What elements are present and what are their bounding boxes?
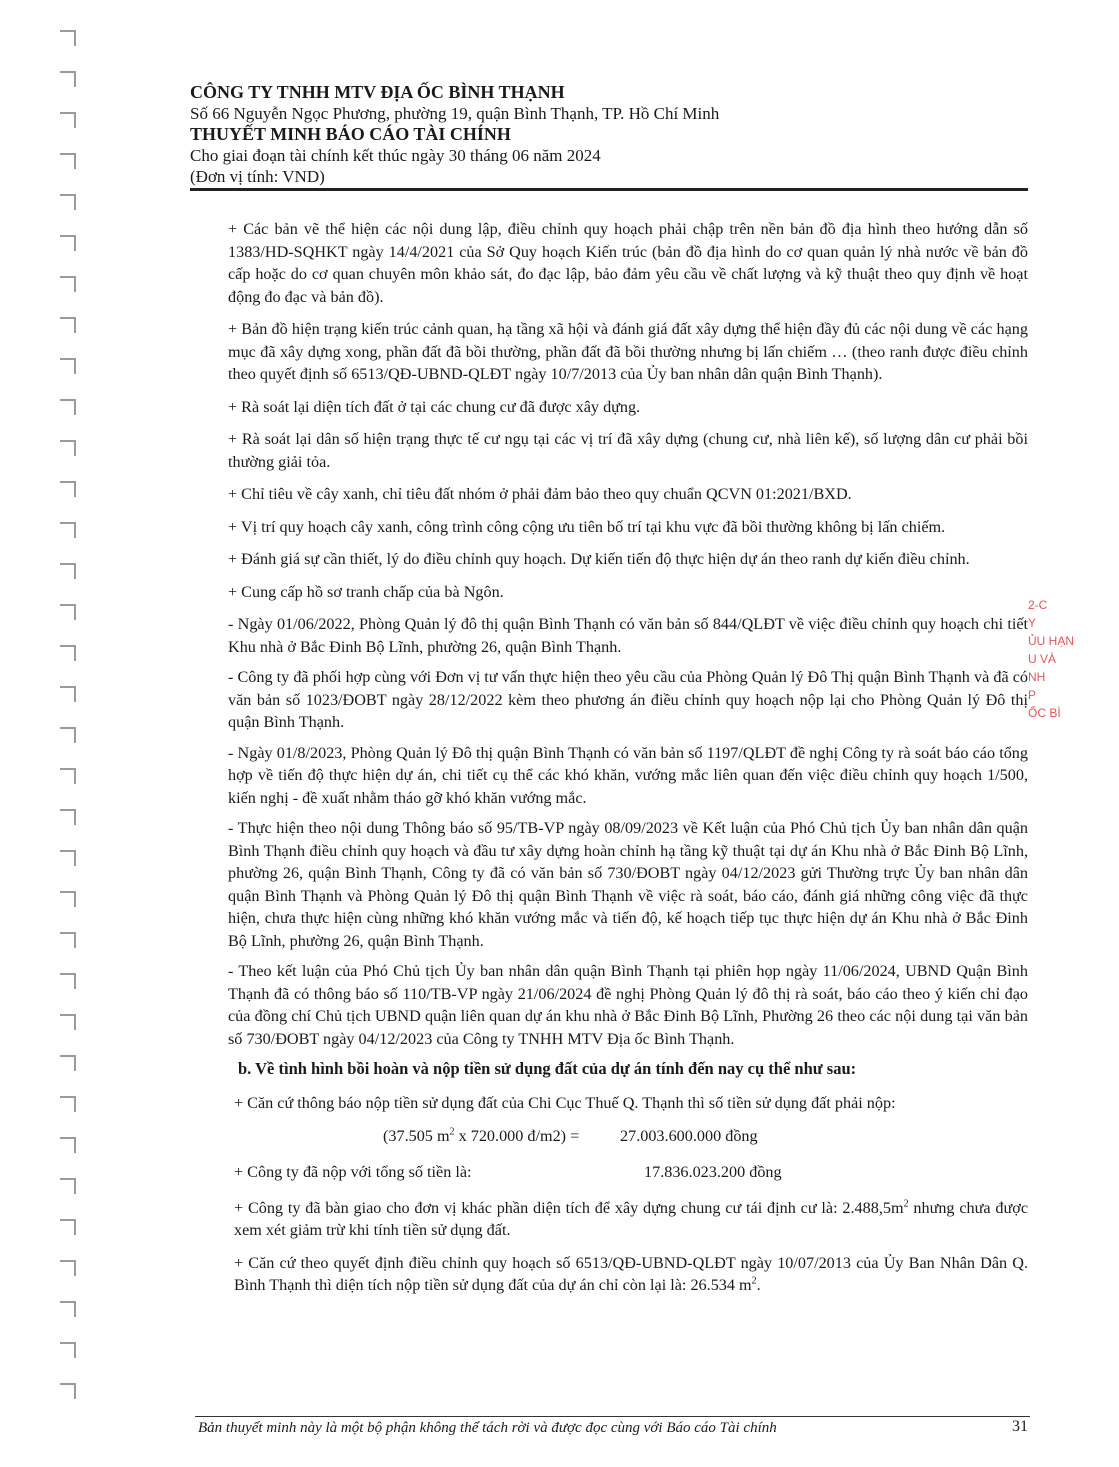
binding-hole [60, 1178, 76, 1194]
binding-hole [60, 1014, 76, 1030]
paragraph: + Đánh giá sự cần thiết, lý do điều chỉnh quy hoạch. Dự kiến tiến độ thực hiện dự án theo ranh dự kiến điều chỉnh. [228, 550, 970, 568]
binding-hole [60, 1055, 76, 1071]
paragraph: - Ngày 01/06/2022, Phòng Quản lý đô thị quận Bình Thạnh có văn bản số 844/QLĐT về việc điều chỉnh quy hoạch chi tiết Khu nhà ở Bắc Đinh Bộ Lĩnh, phường 26, quận Bình Thạnh. [228, 615, 1028, 656]
paragraph: + Cung cấp hồ sơ tranh chấp của bà Ngôn. [228, 582, 504, 601]
binding-hole [60, 235, 76, 251]
binding-hole [60, 645, 76, 661]
binding-hole [60, 1096, 76, 1112]
stamp-text: Y [1028, 616, 1037, 630]
binding-hole [60, 1383, 76, 1399]
stamp-text: U VÀ [1028, 652, 1057, 666]
document-title: THUYẾT MINH BÁO CÁO TÀI CHÍNH [190, 124, 511, 144]
paragraph: - Ngày 01/8/2023, Phòng Quản lý Đô thị quận Bình Thạnh có văn bản số 1197/QLĐT đề nghị Công ty rà soát báo cáo tổng hợp về tiến độ thực hiện dự án, chi tiết cụ thể các khó khăn, vướng mắc liên quan đến việc điều chỉnh quy hoạch 1/500, kiến nghị - đề xuất nhằm tháo gỡ khó khăn vướng mắc. [228, 743, 1028, 807]
binding-hole [60, 850, 76, 866]
binding-hole [60, 1342, 76, 1358]
paragraph: + Bản đồ hiện trạng kiến trúc cảnh quan, hạ tầng xã hội và đánh giá đất xây dựng thể hiện đầy đủ các nội dung về các hạng mục đã xây dựng xong, phần đất đã bồi thường, phần đất đã bồi thường nhưng bị lấn chiếm … (theo ranh được điều chỉnh theo quyết định số 6513/QĐ-UBND-QLĐT ngày 10/7/2013 của Ủy ban nhân dân quận Bình Thạnh). [228, 320, 1028, 383]
stamp-text: P [1028, 688, 1037, 702]
land-fee-calculation [228, 1125, 1028, 1149]
binding-hole [60, 809, 76, 825]
binding-hole [60, 440, 76, 456]
binding-hole [60, 317, 76, 333]
binding-hole [60, 358, 76, 374]
paragraph: + Vị trí quy hoạch cây xanh, công trình công cộng ưu tiên bố trí tại khu vực đã bồi thường không bị lấn chiếm. [228, 517, 946, 536]
amount-paid-line [234, 1161, 1028, 1185]
paragraph: + Các bản vẽ thể hiện các nội dung lập, điều chỉnh quy hoạch phải chập trên nền bản đồ địa hình theo hướng dẫn số 1383/HD-SQHKT ngày 14/4/2021 của Sở Quy hoạch Kiến trúc (bản đồ địa hình do cơ quan quản lý nhà nước về bản đồ cấp hoặc do cơ quan chuyên môn khảo sát, đo đạc lập, bảo đảm yêu cầu về chất lượng và kỹ thuật theo quy định về hoạt động đo đạc và bản đồ). [228, 220, 1028, 306]
stamp-text: ỐC BÌ [1028, 706, 1061, 720]
binding-hole [60, 1137, 76, 1153]
section-b-heading: b. Về tình hình bồi hoàn và nộp tiền sử dụng đất của dự án tính đến nay cụ thể như sau: [238, 1059, 857, 1078]
binding-hole [60, 686, 76, 702]
reporting-period: Cho giai đoạn tài chính kết thúc ngày 30 tháng 06 năm 2024 [190, 146, 601, 165]
paragraph: - Thực hiện theo nội dung Thông báo số 95/TB-VP ngày 08/09/2023 về Kết luận của Phó Chủ tịch Ủy ban nhân dân quận Bình Thạnh điều chỉnh quy hoạch và đầu tư xây dựng hoàn chỉnh hạ tầng kỹ thuật tại dự án Khu nhà ở Bắc Đinh Bộ Lĩnh, phường 26, quận Bình Thạnh, Công ty đã có văn bản số 730/ĐOBT ngày 04/12/2023 gửi Thường trực Ủy ban nhân dân quận Bình Thạnh và Phòng Quản lý Đô thị quận Bình Thạnh về việc rà soát, báo cáo, đánh giá những công việc đã thực hiện, chưa thực hiện cùng những khó khăn vướng mắc và tiến độ, kế hoạch tiếp tục thực hiện dự án Khu nhà ở Bắc Đinh Bộ Lĩnh, phường 26, quận Bình Thạnh. [228, 819, 1028, 950]
stamp-text: 2-C [1028, 598, 1048, 612]
binding-hole [60, 891, 76, 907]
company-address: Số 66 Nguyễn Ngọc Phương, phường 19, quận Bình Thạnh, TP. Hồ Chí Minh [190, 104, 720, 123]
document-header [190, 82, 1030, 187]
calc-result: 27.003.600.000 đồng [620, 1126, 758, 1145]
binding-hole [60, 1301, 76, 1317]
tax-notice-line: + Căn cứ thông báo nộp tiền sử dụng đất của Chi Cục Thuế Q. Thạnh thì số tiền sử dụng đất phải nộp: [234, 1094, 896, 1112]
binding-hole [60, 399, 76, 415]
binding-hole [60, 30, 76, 46]
header-rule [190, 188, 1028, 191]
amount-paid-label: + Công ty đã nộp với tổng số tiền là: [234, 1162, 472, 1181]
document-body [228, 218, 1028, 1307]
binding-hole [60, 1260, 76, 1276]
binding-hole [60, 481, 76, 497]
binding-hole [60, 1219, 76, 1235]
binding-hole [60, 563, 76, 579]
amount-paid-value: 17.836.023.200 đồng [644, 1162, 782, 1181]
paragraph: - Theo kết luận của Phó Chủ tịch Ủy ban nhân dân quận Bình Thạnh tại phiên họp ngày 11/06/2024, UBND Quận Bình Thạnh đã có thông báo số 110/TB-VP ngày 21/06/2024 đề nghị Phòng Quản lý đô thị rà soát, báo cáo theo ý kiến chỉ đạo của đồng chí Chủ tịch UBND quận liên quan dự án khu nhà ở Bắc Đinh Bộ Lĩnh, Phường 26 theo các nội dung tại văn bản số 730/ĐOBT ngày 04/12/2023 của Công ty TNHH MTV Địa ốc Bình Thạnh. [228, 962, 1028, 1048]
stamp-text: NH [1028, 670, 1046, 684]
red-seal-stamp [1028, 596, 1078, 796]
paragraph: + Rà soát lại dân số hiện trạng thực tế cư ngụ tại các vị trí đã xây dựng (chung cư, nhà liên kế), số lượng dân cư phải bồi thường giải tỏa. [228, 430, 1028, 471]
company-name: CÔNG TY TNHH MTV ĐỊA ỐC BÌNH THẠNH [190, 82, 565, 102]
binding-hole [60, 768, 76, 784]
binding-hole [60, 153, 76, 169]
binding-hole [60, 112, 76, 128]
binding-hole [60, 727, 76, 743]
binding-hole [60, 276, 76, 292]
footer-rule [195, 1416, 1030, 1417]
stamp-text: ỦU HẠN [1028, 634, 1075, 648]
binding-hole [60, 932, 76, 948]
decision-paragraph: + Căn cứ theo quyết định điều chỉnh quy hoạch số 6513/QĐ-UBND-QLĐT ngày 10/07/2013 của Ủy Ban Nhân Dân Q. Bình Thạnh thì diện tích nộp tiền sử dụng đất của dự án chỉ còn lại là: 26.534 $m^2$. [234, 1253, 1028, 1294]
binding-hole [60, 604, 76, 620]
handover-paragraph: + Công ty đã bàn giao cho đơn vị khác phần diện tích để xây dựng chung cư tái định cư là: $2.488,5m^2$ nhưng chưa được xem xét giảm trừ khi tính tiền sử dụng đất. [234, 1198, 1028, 1239]
footer-note: Bản thuyết minh này là một bộ phận không thể tách rời và được đọc cùng với Báo cáo Tài chính [198, 1420, 777, 1436]
binding-hole [60, 973, 76, 989]
binding-hole [60, 71, 76, 87]
currency-unit: (Đơn vị tính: VND) [190, 167, 325, 186]
paragraph: + Rà soát lại diện tích đất ở tại các chung cư đã được xây dựng. [228, 397, 641, 416]
binding-holes [52, 30, 82, 1430]
binding-hole [60, 194, 76, 210]
binding-hole [60, 522, 76, 538]
calc-formula: (37.505 $m^2$ x 720.000 đ/m2) = [383, 1126, 580, 1145]
page-number: 31 [1012, 1418, 1028, 1435]
paragraph: + Chỉ tiêu về cây xanh, chỉ tiêu đất nhóm ở phải đảm bảo theo quy chuẩn QCVN 01:2021/BXD. [228, 485, 852, 503]
paragraph: - Công ty đã phối hợp cùng với Đơn vị tư vấn thực hiện theo yêu cầu của Phòng Quản lý Đô Thị quận Bình Thạnh và đã có văn bản số 1023/ĐOBT ngày 28/12/2022 kèm theo phương án điều chỉnh quy hoạch nộp lại cho Phòng Quản lý Đô thị quận Bình Thạnh. [228, 668, 1028, 731]
